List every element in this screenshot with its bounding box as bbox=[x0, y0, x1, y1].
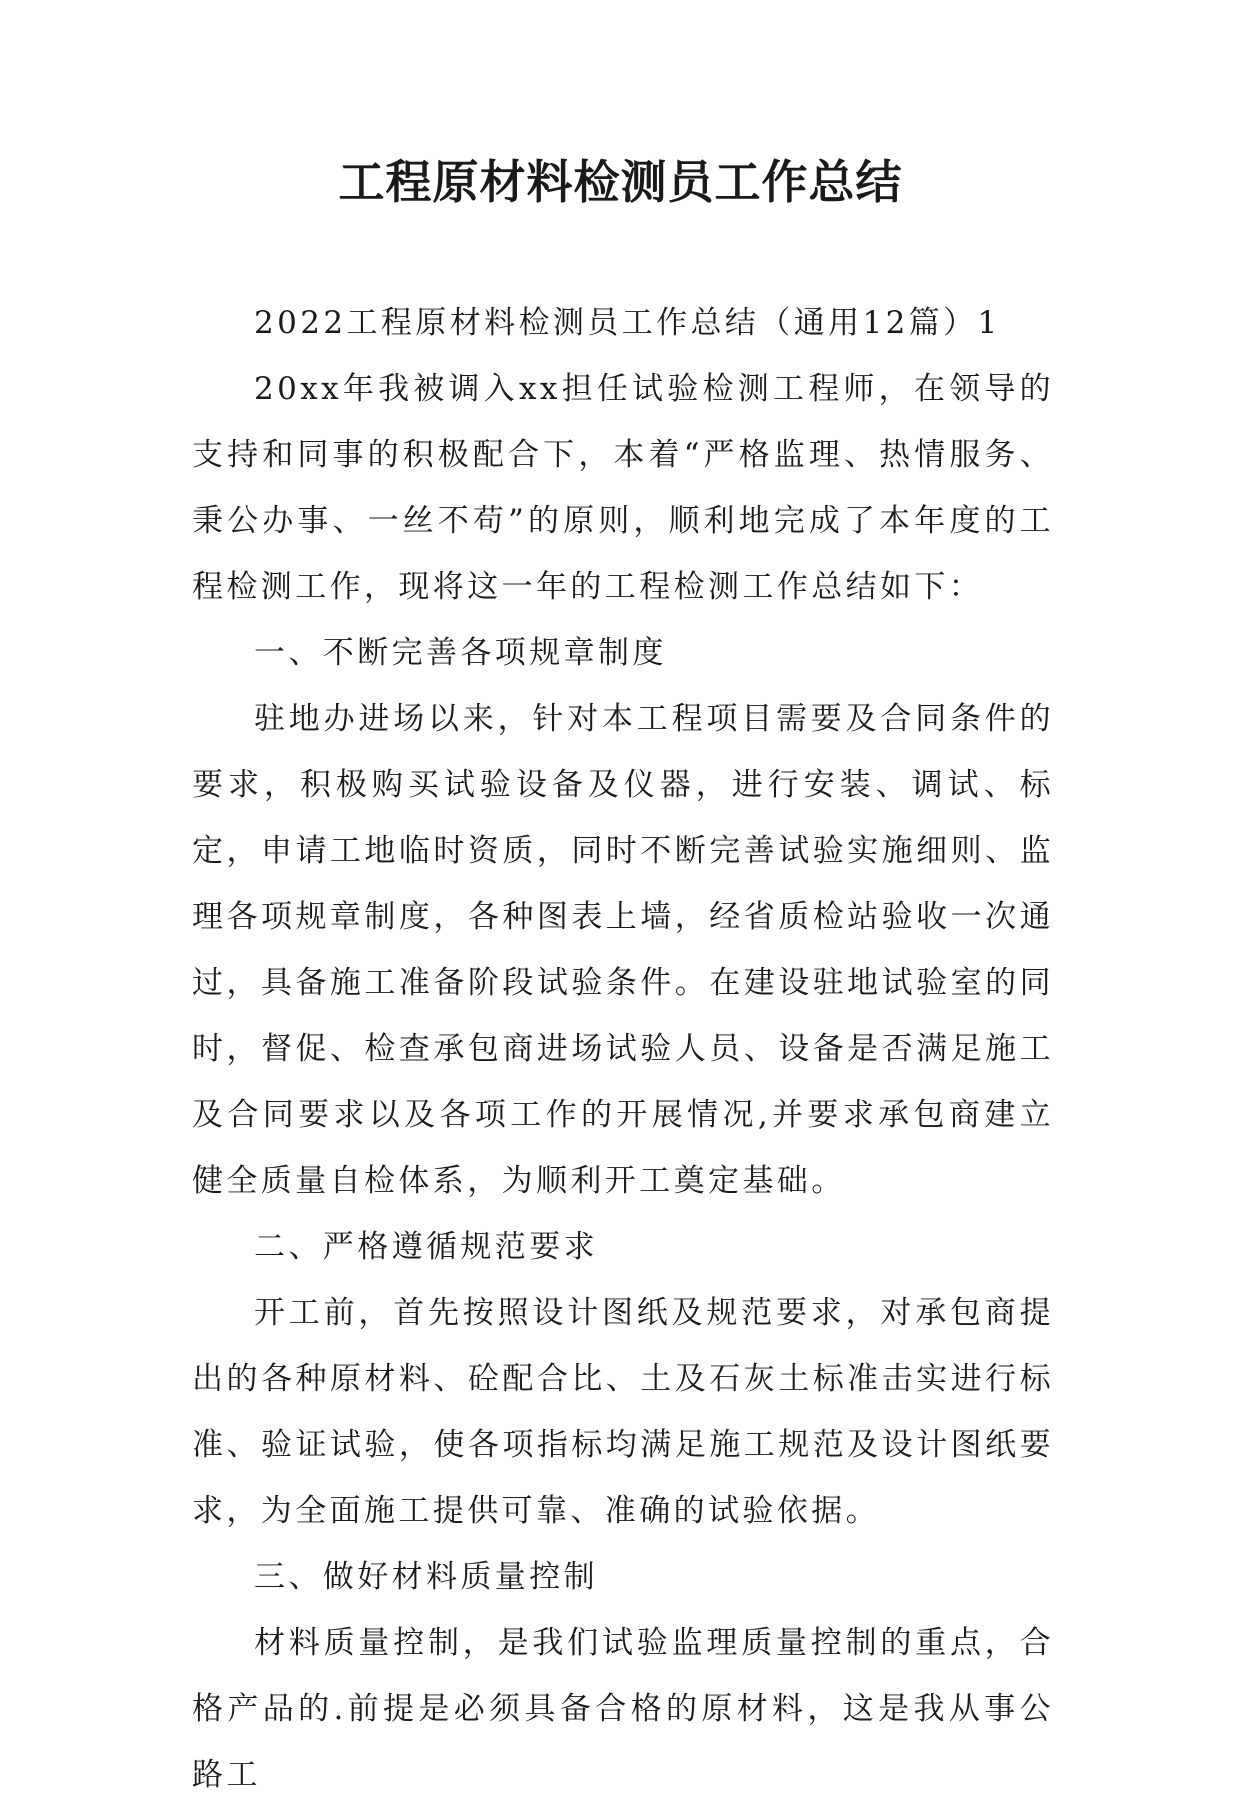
section-heading-2: 二、严格遵循规范要求 bbox=[254, 1229, 598, 1265]
paragraph-section-1: 驻地办进场以来，针对本工程项目需要及合同条件的要求，积极购买试验设备及仪器，进行安装、调试、标定，申请工地临时资质，同时不断完善试验实施细则、监理各项规章制度，各种图表上墙，经省质检站验收一次通过，具备施工准备阶段试验条件。在建设驻地试验室的同时，督促、检查承包商进场试验人员、设备是否满足施工及合同要求以及各项工作的开展情况,并要求承包商建立健全质量自检体系，为顺利开工奠定基础。 bbox=[192, 701, 1054, 1199]
section-heading-1: 一、不断完善各项规章制度 bbox=[254, 635, 667, 671]
document-title: 工程原材料检测员工作总结 bbox=[338, 155, 903, 209]
paragraph-intro: 20xx年我被调入xx担任试验检测工程师，在领导的支持和同事的积极配合下，本着“严格监理、热情服务、秉公办事、一丝不苟”的原则，顺利地完成了本年度的工程检测工作，现将这一年的工程检测工作总结如下： bbox=[192, 371, 1054, 605]
subtitle-line: 2022工程原材料检测员工作总结（通用12篇）1 bbox=[254, 305, 1001, 341]
section-heading-3: 三、做好材料质量控制 bbox=[254, 1559, 598, 1595]
paragraph-section-3: 材料质量控制，是我们试验监理质量控制的重点，合格产品的.前提是必须具备合格的原材料，这是我从事公路工 bbox=[192, 1625, 1054, 1793]
document-body bbox=[192, 290, 1054, 1808]
paragraph-section-2: 开工前，首先按照设计图纸及规范要求，对承包商提出的各种原材料、砼配合比、土及石灰土标准击实进行标准、验证试验，使各项指标均满足施工规范及设计图纸要求，为全面施工提供可靠、准确的试验依据。 bbox=[192, 1295, 1054, 1529]
